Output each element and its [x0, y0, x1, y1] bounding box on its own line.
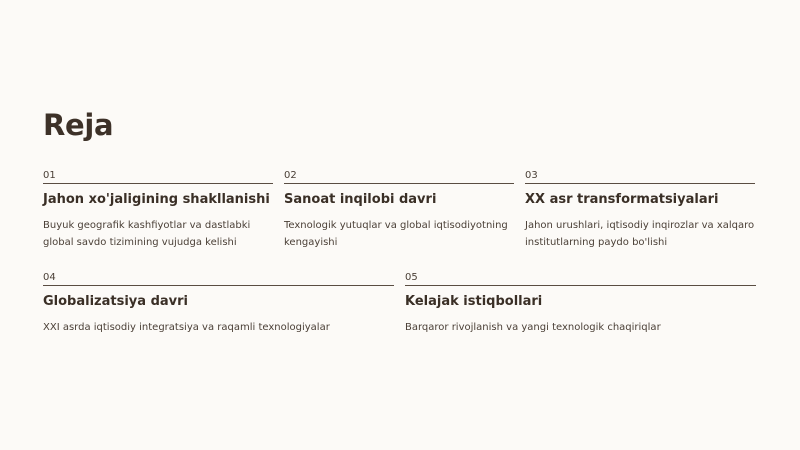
agenda-item-title: Sanoat inqilobi davri	[284, 192, 437, 207]
agenda-item-title: Globalizatsiya davri	[43, 294, 188, 309]
agenda-item-number: 03	[525, 170, 755, 184]
agenda-item-number: 04	[43, 272, 394, 286]
agenda-item-title: XX asr transformatsiyalari	[525, 192, 719, 207]
agenda-item-description: Buyuk geografik kashfiyotlar va dastlabki global savdo tizimining vujudga kelishi	[43, 220, 251, 248]
agenda-item-3	[525, 170, 755, 251]
agenda-item-2	[284, 170, 514, 251]
agenda-row-2	[43, 272, 756, 336]
agenda-item-number: 01	[43, 170, 273, 184]
agenda-item-5	[405, 272, 756, 336]
agenda-item-title: Kelajak istiqbollari	[405, 294, 543, 309]
agenda-item-4	[43, 272, 394, 336]
agenda-item-1	[43, 170, 273, 251]
agenda-item-number: 02	[284, 170, 514, 184]
agenda-row-1	[43, 170, 756, 251]
agenda-item-number: 05	[405, 272, 756, 286]
page-title: Reja	[43, 108, 114, 142]
agenda-item-description: Jahon urushlari, iqtisodiy inqirozlar va xalqaro institutlarning paydo bo'lishi	[525, 220, 755, 248]
agenda-item-description: Barqaror rivojlanish va yangi texnologik chaqiriqlar	[405, 322, 661, 333]
agenda-item-description: Texnologik yutuqlar va global iqtisodiyotning kengayishi	[284, 220, 508, 248]
agenda-item-description: XXI asrda iqtisodiy integratsiya va raqamli texnologiyalar	[43, 322, 330, 333]
agenda-item-title: Jahon xo'jaligining shakllanishi	[43, 192, 270, 207]
